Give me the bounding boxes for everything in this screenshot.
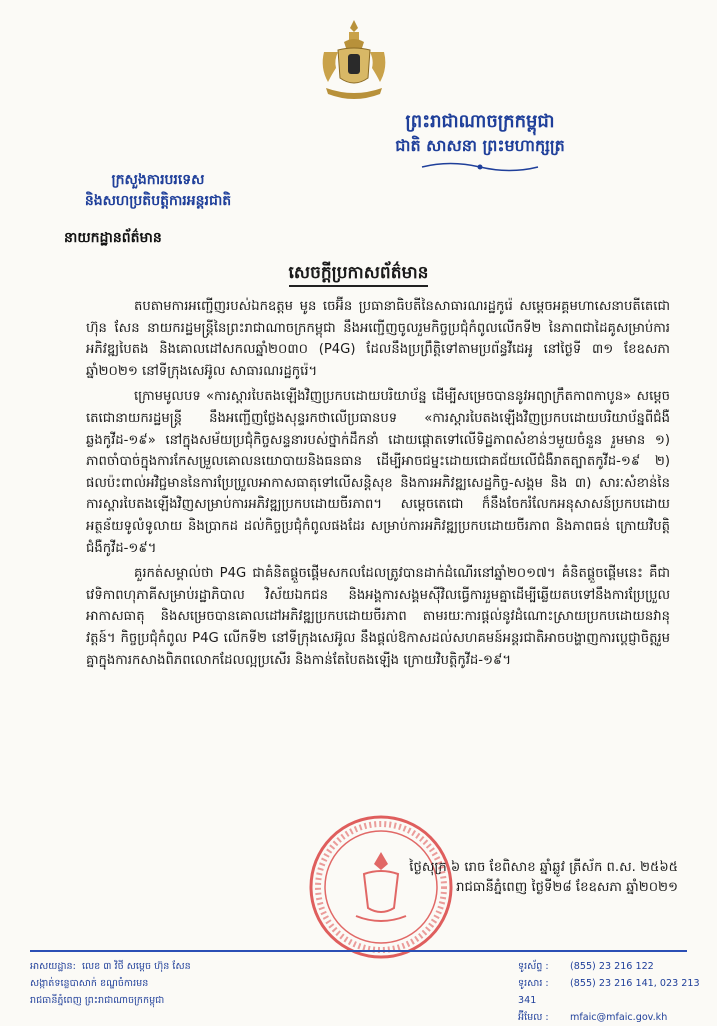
address-line-2: សង្កាត់ទន្លេបាសាក់ ខណ្ឌចំការមន — [30, 978, 149, 989]
footer-address — [30, 958, 191, 1009]
email-address: mfaic@mfaic.gov.kh — [570, 1012, 668, 1023]
address-line-1: លេខ ៣ វិថី សម្តេច ហ៊ុន សែន — [81, 961, 191, 972]
phone-number: (855) 23 216 122 — [570, 961, 654, 972]
kingdom-name: ព្រះរាជាណាចក្រកម្ពុជា — [405, 111, 555, 132]
department-name: នាយកដ្ឋានព័ត៌មាន — [64, 230, 162, 246]
paragraph-2: ក្រោមមូលបទ «ការស្តារបៃតងឡើងវិញប្រកបដោយបរិយាប័ន្ន ដើម្បីសម្រេចបាននូវអព្យាក្រឹតកាពកាបូន» សម្តេចតេជោនាយករដ្ឋមន្ត្រី នឹងអញ្ជើញថ្លែងសុន្ទរកថាលើប្រធានបទ «ការស្តារបៃតងឡើងវិញប្រកបដោយបរិយាប័ន្នពីជំងឺឆ្លងកូវីដ-១៩» នៅក្នុងសម័យប្រជុំកិច្ចសន្ទនារបស់ថ្នាក់ដឹកនាំ ដោយផ្តោតទៅលើទិដ្ឋភាពសំខាន់ៗមួយចំនួន រួមមាន ១) ភាពចាំបាច់ក្នុងការកែសម្រួលគោលនយោបាយនិងធនធាន ដើម្បីអាចជម្នះដោយជោគជ័យលើជំងឺរាតត្បាតកូវីដ-១៩ ២) ផលប៉ះពាល់អវិជ្ជមាននៃការប្រែប្រួលអាកាសធាតុទៅលើសន្តិសុខ និងការអភិវឌ្ឍសេដ្ឋកិច្ច-សង្គម និង ៣) សារៈសំខាន់នៃការស្តារបៃតងឡើងវិញសម្រាប់ការអភិវឌ្ឍប្រកបដោយចីរភាព។ សម្តេចតេជោ ក៏នឹងចែករំលែកអនុសាសន៍ប្រកបដោយអត្ថន័យទូលំទូលាយ និងប្រាកដ ដល់កិច្ចប្រជុំកំពូលផងដែរ សម្រាប់ការអភិវឌ្ឍប្រកបដោយចីរភាព និងភាពធន់ ក្រោយវិបត្តិជំងឺកូវីដ-១៩។ — [86, 389, 670, 556]
document-date — [318, 858, 678, 898]
paragraph-3: គួរកត់សម្គាល់ថា P4G ជាគំនិតផ្តួចផ្តើមសកលដែលត្រូវបានដាក់ដំណើរនៅឆ្នាំ២០១៧។ គំនិតផ្តួចផ្តើមនេះ គឺជាវេទិកាពហុភាគីសម្រាប់រដ្ឋាភិបាល វិស័យឯកជន និងអង្គការសង្គមស៊ីវិលធ្វើការរួមគ្នាដើម្បីឆ្លើយតបទៅនឹងការប្រែប្រួលអាកាសធាតុ និងសម្រេចបានគោលដៅអភិវឌ្ឍប្រកបដោយចីរភាព តាមរយៈការផ្តល់នូវដំណោះស្រាយប្រកបដោយនវានុវត្តន៍។ កិច្ចប្រជុំកំពូល P4G លើកទី២ នៅទីក្រុងសេអ៊ូល នឹងផ្តល់ឱកាសដល់សហគមន៍អន្តរជាតិអាចបង្ហាញការប្តេជ្ញាចិត្តរួមគ្នាក្នុងការកសាងពិភពលោកដែលល្អប្រសើរ និងកាន់តែបៃតងឡើង ក្រោយវិបត្តិកូវីដ-១៩។ — [86, 566, 670, 668]
document-body — [86, 296, 670, 675]
address-line-3: រាជធានីភ្នំពេញ ព្រះរាជាណាចក្រកម្ពុជា — [30, 995, 165, 1006]
address-label: អាសយដ្ឋាន: — [30, 961, 76, 972]
footer-divider — [30, 950, 687, 952]
phone-label: ទូរស័ព្ទ : — [518, 961, 549, 972]
email-label: អ៊ីមែល : — [518, 1012, 549, 1023]
ministry-name — [28, 170, 288, 212]
ornament-divider-icon — [420, 160, 540, 174]
solar-date: រាជធានីភ្នំពេញ ថ្ងៃទី២៨ ខែឧសភា ឆ្នាំ២០២១ — [456, 880, 678, 895]
fax-label: ទូរសារ : — [518, 978, 549, 989]
lunar-date: ថ្ងៃសុក្រ ៦ រោច ខែពិសាខ ឆ្នាំឆ្លូវ ត្រីស័ក ព.ស. ២៥៦៥ — [409, 860, 678, 875]
fax-number: (855) 23 216 141, 023 213 341 — [518, 978, 700, 1006]
kingdom-motto — [330, 110, 630, 174]
national-motto: ជាតិ សាសនា ព្រះមហាក្សត្រ — [395, 136, 565, 155]
ministry-line-1: ក្រសួងការបរទេស — [111, 172, 205, 188]
paragraph-1: តបតាមការអញ្ជើញរបស់ឯកឧត្តម មូន ចេអ៊ីន ប្រធានាធិបតីនៃសាធារណរដ្ឋកូរ៉េ សម្តេចអគ្គមហាសេនាបតីតេជោ ហ៊ុន សែន នាយករដ្ឋមន្ត្រីនៃព្រះរាជាណាចក្រកម្ពុជា នឹងអញ្ជើញចូលរួមកិច្ចប្រជុំកំពូលលើកទី២ នៃភាពជាដៃគូសម្រាប់ការអភិវឌ្ឍបៃតង និងគោលដៅសកលឆ្នាំ២០៣០ (P4G) ដែលនឹងប្រព្រឹត្តិទៅតាមប្រព័ន្ធវីដេអូ នៅថ្ងៃទី ៣១ ខែឧសភា ឆ្នាំ២០២១ នៅទីក្រុងសេអ៊ូល សាធារណរដ្ឋកូរ៉េ។ — [86, 299, 670, 379]
royal-coat-of-arms-icon — [318, 18, 390, 104]
document-title: សេចក្ដីប្រកាសព័ត៌មាន — [0, 262, 717, 287]
ministry-line-2: និងសហប្រតិបត្តិការអន្តរជាតិ — [84, 193, 232, 209]
footer-contacts — [518, 958, 717, 1026]
